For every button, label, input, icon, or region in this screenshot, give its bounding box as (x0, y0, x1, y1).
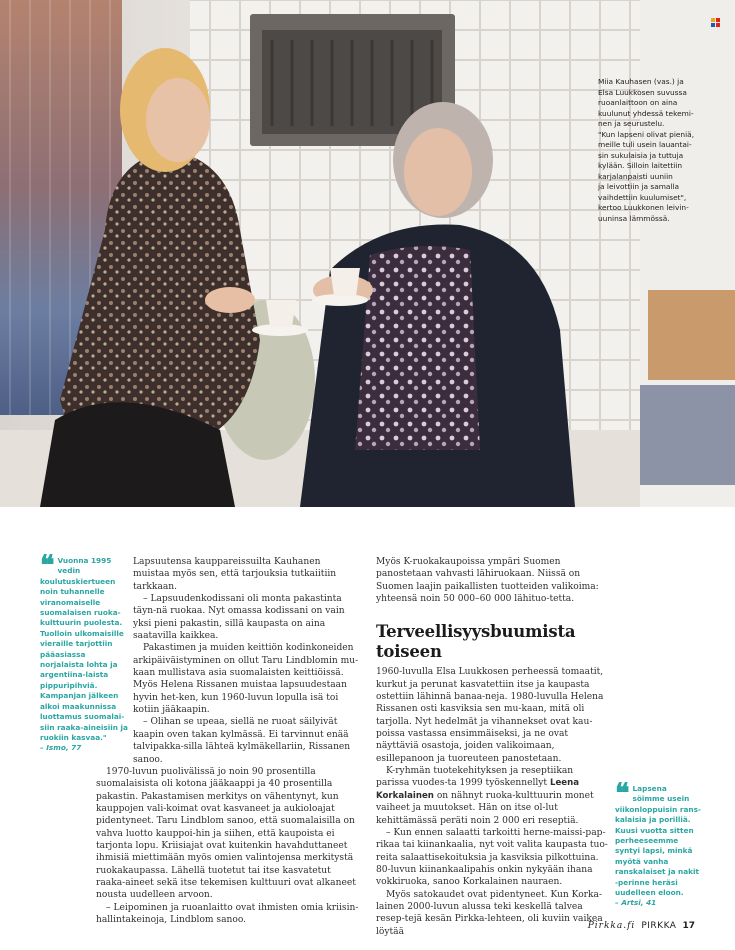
article-column-2 (376, 556, 608, 938)
photo-caption (598, 77, 726, 224)
caption-line: kertoo Luukkonen leivin- (598, 203, 689, 212)
caption-line: meille tuli usein lauantai- (598, 140, 692, 149)
page-footer (588, 921, 695, 931)
paragraph: 1970-luvun puolivälissä jo noin 90 prosentilla suomalaisista oli kotona jääkaappi ja 40 prosentilla pakastin. Pakastamisen merkitys on vähentynyt, kun kauppojen vali-koimat ovat kasvaneet ja aukioloajat pidentyneet. Taru Lindblom sanoo, että suomalaisilla on vahva luotto kauppoi-hin ja siihen, että kaupoista ei tarjonta lopu. Kriisiajat ovat kuitenkin havahduttaneet ihmisiä miettimään myös omien valintojensa merkitystä ruokakaupassa. Lähellä tuotetut tai itse kasvatetut raaka-aineet sekä itse tekemisen kulttuuri ovat alkaneet nousta uudelleen arvoon. (96, 766, 356, 901)
caption-line: uuninsa lämmössä. (598, 213, 670, 223)
paragraph: – Lapsuudenkodissani oli monta pakastinta täyn-nä ruokaa. Nyt omassa kodissani on vain yksi pieni pakastin, sillä kaupasta on aina saatavilla kaikkea. (133, 594, 345, 642)
person-name: Leena Korkalainen (376, 778, 580, 801)
quote-author: – Artsi, 41 (615, 898, 657, 908)
caption-line: kuulunut yhdessä tekemi- (598, 108, 694, 118)
caption-line: Miia Kauhasen (vas.) ja (598, 77, 684, 86)
page-number: 17 (682, 921, 695, 931)
paragraph: Myös satokaudet ovat pidentyneet. Kun Korka-lainen 2000-luvun alussa teki keskellä talvea resep-tejä kesän Pirkka-lehteen, oli kuviin vaikea löytää (376, 889, 603, 937)
caption-line: ja leivottiin ja samalla (598, 182, 680, 191)
caption-line: nen ja seurustelu. (598, 119, 665, 128)
caption-line: kylään. Silloin laitettiin (598, 161, 683, 170)
quote-author: – Ismo, 77 (40, 743, 82, 753)
paragraph-text: K-ryhmän tuotekehityksen ja reseptiikan parissa vuodes-ta 1999 työskennellyt (376, 766, 574, 789)
article-column-1 (96, 556, 359, 926)
paragraph: – Olihan se upeaa, siellä ne ruoat säilyivät kaapin oven takan kylmässä. Ei tarvinnut enää talvipakka-silla lähteä kylmäkellariin, Rissanen sanoo. (133, 717, 351, 765)
website-link[interactable]: Pirkka.fi (587, 921, 636, 931)
caption-line: "Kun lapseni olivat pieniä, (598, 129, 695, 139)
quote-mark-icon: ❝ (40, 550, 55, 581)
magazine-name: PIRKKA (641, 921, 677, 931)
quote-text: Lapsena söimme usein viikonloppuisin rans-kalaisia ja porilliä. Kuusi vuotta sitten perheeseemme syntyi lapsi, minkä myötä vanha ranskalaiset ja nakit -perinne heräsi uudelleen eloon. (615, 784, 701, 898)
paragraph (376, 765, 608, 827)
quote-text: Vuonna 1995 vedin koulutuskiertueen noin tuhannelle viranomaiselle suomalaisen ruoka-kulttuurin puolesta. Tuolloin ulkomaisille vieraille tarjottiin pääasiassa norjalaista lohta ja argentiina-laista pippuripihviä. Kampanjan jälkeen alkoi maakunnissa luottamus suomalai-siin raaka-aineisiin ja ruokiin kasvaa." (40, 556, 128, 742)
paragraph: Myös K-ruokakaupoissa ympäri Suomen panostetaan vahvasti lähiruokaan. Niissä on Suomen laajin paikallisten tuotteiden valikoima: yhteensä noin 50 000–60 000 lähituo-tetta. (376, 557, 599, 605)
paragraph-text: on nähnyt ruoka-kulttuurin monet vaiheet ja muutokset. Hän on itse ol-lut kehittämässä peräti noin 2 000 eri reseptiä. (376, 790, 594, 826)
caption-line: ruoanlaittoon on aina (598, 98, 678, 107)
quote-ismo (40, 550, 128, 754)
caption-line: karjalanpaisti uuniin (598, 171, 673, 181)
paragraph: 1960-luvulla Elsa Luukkosen perheessä tomaatit, kurkut ja perunat kasvatettiin itse ja kaupasta ostettiin lähinnä banaa-neja. 1980-luvulla Helena Rissanen osti kasviksia sen mu-kaan, mitä oli tarjolla. Nyt hedelmät ja vihannekset ovat kau-poissa vastassa ensimmäiseksi, ja ne ovat näyttäviä osastoja, joiden valikoimaan, esillepanoon ja tuoreuteen panostetaan. (376, 667, 604, 764)
paragraph: – Leipominen ja ruoanlaitto ovat ihmisten omia kriisin-hallintakeinoja, Lindblom sanoo. (96, 902, 359, 925)
caption-line: sin sukulaisia ja tuttuja (598, 150, 684, 160)
paragraph: Lapsuutensa kauppareissuilta Kauhanen muistaa myös sen, että tarjouksia tutkaiitiin tarkkaan. (133, 557, 337, 592)
caption-line: Elsa Luukkosen suvussa (598, 87, 687, 97)
quote-mark-icon: ❝ (615, 778, 630, 809)
caption-line: vaihdettiin kuulumiset", (598, 192, 687, 202)
paragraph: – Kun ennen salaatti tarkoitti herne-maissi-pap-rikaa tai kiinankaalia, nyt voit valita kaupasta tuo-reita salaattisekoituksia ja kasviksia pilkottuina. 80-luvun kiinankaalipahis onkin nykyään ihana vokkiruoka, sanoo Korkalainen nauraen. (376, 827, 608, 888)
quote-artsi (615, 778, 701, 909)
paragraph: Pakastimen ja muiden keittiön kodinkoneiden arkipäiväistyminen on ollut Taru Lindblomin mu-kaan mullistava asia suomalaisten keittiöissä. Myös Helena Rissanen muistaa lapsuudestaan hyvin het-ken, kun 1960-luvun lopulla isä toi kotiin jääkaapin. (133, 643, 359, 716)
k-logo-icon (711, 18, 721, 27)
section-heading: Terveellisyysbuumista toiseen (376, 622, 576, 662)
